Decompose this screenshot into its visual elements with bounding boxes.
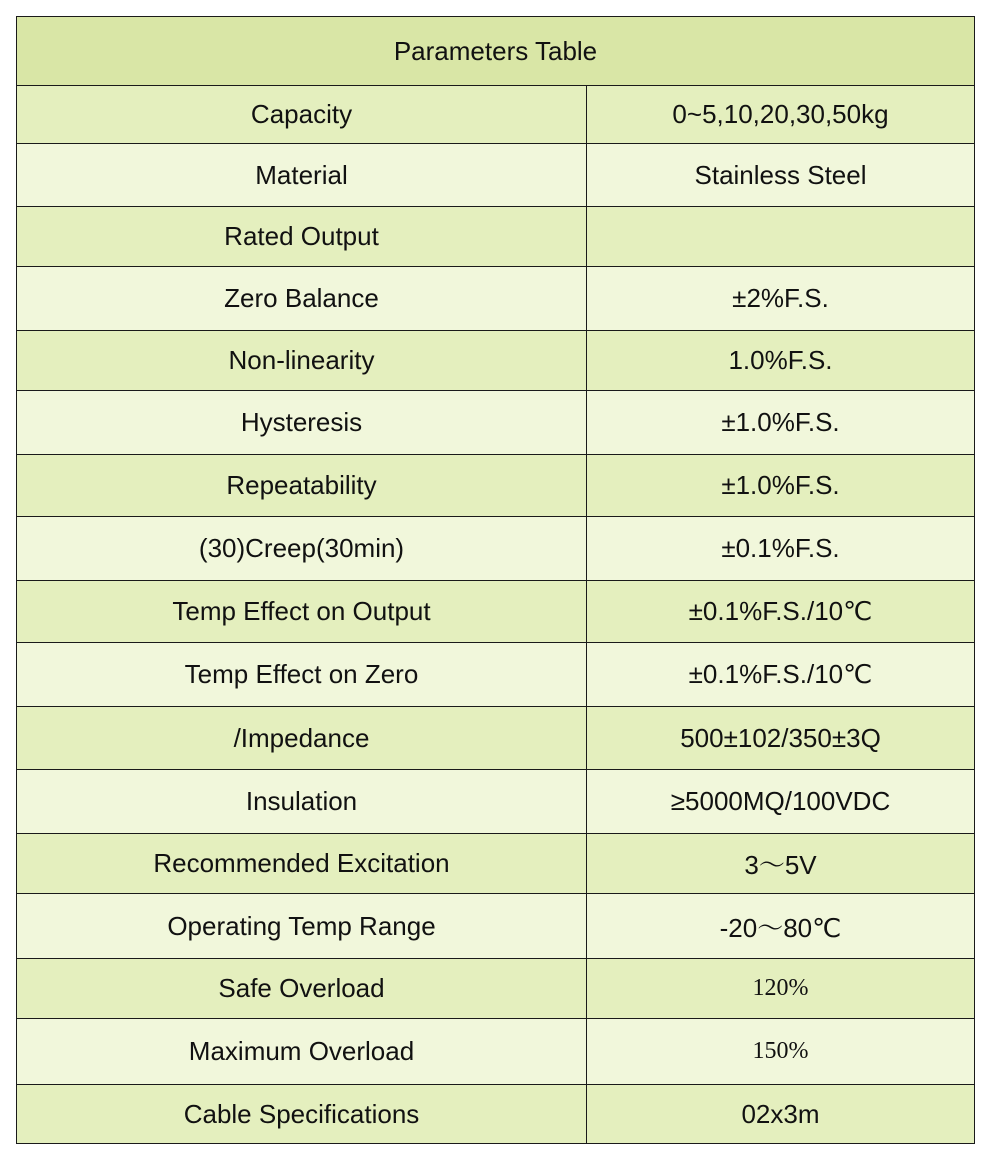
param-value [587, 207, 974, 266]
table-row [17, 144, 974, 207]
param-value: Stainless Steel [694, 159, 867, 190]
param-value: ±2%F.S. [732, 283, 829, 313]
param-label: Operating Temp Range [17, 894, 587, 958]
table-row [17, 834, 974, 894]
param-value: ≥5000MQ/100VDC [670, 786, 891, 816]
table-row [17, 86, 974, 144]
table-row [17, 707, 974, 770]
param-value: ±0.1%F.S./10℃ [688, 659, 873, 689]
table-row [17, 455, 974, 517]
param-label: Recommended Excitation [17, 834, 587, 893]
table-row [17, 391, 974, 455]
param-label: Material [17, 144, 587, 206]
param-label: Non-linearity [17, 331, 587, 390]
table-row [17, 1019, 974, 1085]
param-label: Temp Effect on Output [17, 581, 587, 642]
param-value: 0~5,10,20,30,50kg [672, 99, 889, 129]
param-value: 120% [752, 975, 809, 1001]
param-label: Hysteresis [17, 391, 587, 454]
param-value: -20～80℃ [719, 912, 842, 943]
table-row [17, 207, 974, 267]
table-row [17, 267, 974, 331]
param-value: 150% [752, 1038, 809, 1064]
param-label: Rated Output [17, 207, 587, 266]
param-value: ±1.0%F.S. [721, 470, 840, 500]
table-row [17, 894, 974, 959]
param-value: 02x3m [741, 1098, 820, 1129]
param-label: /Impedance [17, 707, 587, 769]
param-value: 3～5V [744, 850, 817, 880]
parameters-table [16, 16, 975, 1144]
param-label: Cable Specifications [17, 1085, 587, 1143]
table-row [17, 770, 974, 834]
param-label: Maximum Overload [17, 1019, 587, 1084]
param-value: 500±102/350±3Q [680, 722, 881, 753]
param-label: (30)Creep(30min) [17, 517, 587, 580]
table-title-row [17, 17, 974, 86]
param-label: Insulation [17, 770, 587, 833]
param-value: ±1.0%F.S. [721, 407, 840, 437]
param-label: Safe Overload [17, 959, 587, 1018]
table-title: Parameters Table [393, 35, 598, 66]
param-label: Repeatability [17, 455, 587, 516]
param-value: ±0.1%F.S./10℃ [688, 596, 873, 626]
table-row [17, 517, 974, 581]
param-label: Zero Balance [17, 267, 587, 330]
param-label: Temp Effect on Zero [17, 643, 587, 706]
table-row [17, 959, 974, 1019]
param-value: ±0.1%F.S. [721, 533, 840, 563]
table-row [17, 331, 974, 391]
table-row [17, 581, 974, 643]
table-row [17, 1085, 974, 1143]
param-label: Capacity [17, 86, 587, 143]
param-value: 1.0%F.S. [728, 345, 833, 375]
table-row [17, 643, 974, 707]
